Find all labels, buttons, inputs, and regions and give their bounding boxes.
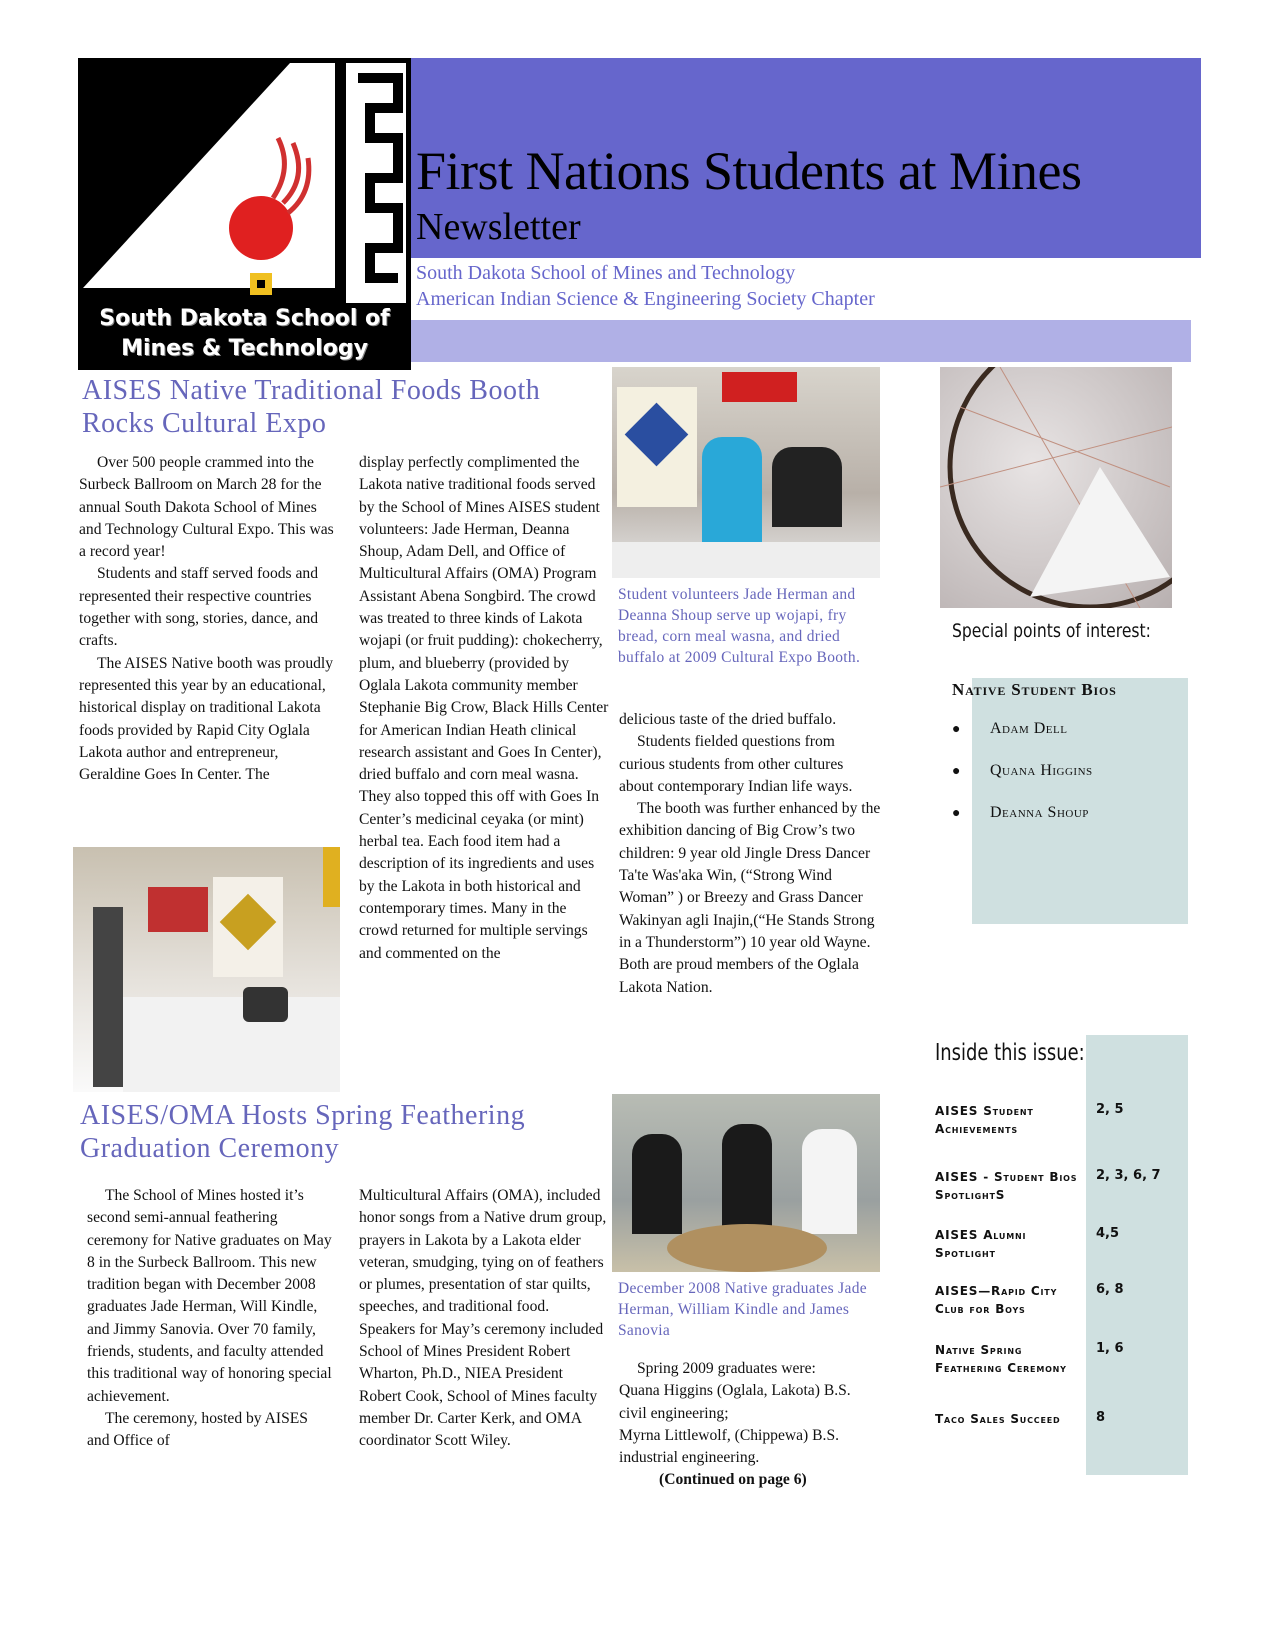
bullet-icon: ● [952,722,961,737]
bio-name: Deanna Shoup [990,804,1089,821]
bios-box [972,678,1188,924]
graduates-photo [612,1094,880,1272]
bio-name: Adam Dell [990,720,1068,737]
dreamcatcher-photo [940,367,1172,608]
article2-col3 [619,1358,881,1492]
paragraph: The booth was further enhanced by the exhibition dancing of Big Crow’s two children: 9 year old Jingle Dress Dancer Ta'te Was'aka Win, (“Strong Wind Woman” ) or Breezy and Grass Dancer Wakinyan agli Inajin,(“He Stands Strong in a Thunderstorm”) 10 year old Wayne. Both are proud members of the Oglala Lakota Nation. [619,800,881,996]
toc-item[interactable]: Taco Sales Succeed [935,1412,1061,1426]
toc-pages: 4,5 [1096,1226,1120,1241]
paragraph: The School of Mines hosted it’s second semi-annual feathering ceremony for Native graduates on May 8 in the Surbeck Ballroom. This new tradition began with December 2008 graduates Jade Herman, Will Kindle, and Jimmy Sanovia. Over 70 family, friends, students, and faculty attended this traditional way of honoring special achievement. [87,1187,332,1405]
paragraph: Over 500 people crammed into the Surbeck Ballroom on March 28 for the annual South Dakota School of Mines and Technology Cultural Expo. This was a record year! [79,454,334,561]
toc-item[interactable]: AISES - Student Bios SpotlightS [935,1170,1078,1202]
article1-col1 [79,452,334,786]
bio-item[interactable] [952,804,1089,822]
bullet-icon: ● [952,764,961,779]
paragraph: Quana Higgins (Oglala, Lakota) B.S. civil engineering; [619,1382,851,1422]
toc-pages: 6, 8 [1096,1282,1124,1297]
paragraph: delicious taste of the dried buffalo. [619,711,837,728]
toc-pages: 2, 5 [1096,1102,1124,1117]
dreamcatcher-icon [940,367,1172,608]
bio-item[interactable] [952,720,1067,738]
aises-emblem-icon [78,58,411,318]
article1-col2 [359,452,609,965]
toc-title: Inside this issue: [935,1040,1085,1066]
paragraph: Students fielded questions from curious students from other cultures about contemporary Indian life ways. [619,733,853,795]
expo-display-photo [73,847,340,1092]
bio-name: Quana Higgins [990,762,1093,779]
photo-caption-2: December 2008 Native graduates Jade Herman, William Kindle and James Sanovia [618,1280,867,1339]
article2-col1 [87,1185,332,1453]
paragraph: Myrna Littlewolf, (Chippewa) B.S. industrial engineering. [619,1426,840,1467]
article2-headline: AISES/OMA Hosts Spring Feathering Graduation Ceremony [80,1100,526,1164]
article1-col3 [619,709,881,999]
paragraph: Spring 2009 graduates were: [637,1360,816,1377]
paragraph: The ceremony, hosted by AISES and Office of [87,1409,308,1450]
sub-band [411,320,1191,362]
logo-text: South Dakota School of Mines & Technology [99,306,390,361]
org-line-1: South Dakota School of Mines and Technology [416,262,796,284]
special-points-title: Special points of interest: [952,620,1151,642]
paragraph: The AISES Native booth was proudly represented this year by an educational, historical display on traditional Lakota foods provided by Rapid City Oglala Lakota author and entrepreneur, Geraldine Goes In Center. The [79,654,334,784]
photo-caption-1: Student volunteers Jade Herman and Deanna Shoup serve up wojapi, fry bread, corn meal wasna, and dried buffalo at 2009 Cultural Expo Booth. [618,586,861,666]
toc-pages: 8 [1096,1410,1106,1425]
newsletter-title: First Nations Students at Mines [416,141,1082,201]
paragraph: Multicultural Affairs (OMA), included honor songs from a Native drum group, prayers in Lakota by a Lakota elder veteran, smudging, tying on of feathers or plumes, presentation of star quilts, speeches, and traditional food. Speakers for May’s ceremony included School of Mines President Robert Wharton, Ph.D., NIEA President Robert Cook, School of Mines faculty member Dr. Carter Kerk, and OMA coordinator Scott Wiley. [359,1187,607,1450]
toc-pages: 1, 6 [1096,1341,1124,1356]
toc-item[interactable]: Native Spring Feathering Ceremony [935,1343,1067,1375]
bios-title: Native Student Bios [952,680,1117,699]
article2-col2 [359,1185,609,1453]
toc-item[interactable]: AISES Alumni Spotlight [935,1228,1027,1260]
continued-note[interactable]: (Continued on page 6) [659,1471,807,1489]
newsletter-subtitle: Newsletter [416,206,581,248]
org-line-2: American Indian Science & Engineering Society Chapter [416,288,875,310]
toc-pages: 2, 3, 6, 7 [1096,1168,1161,1183]
toc-item[interactable]: AISES—Rapid City Club for Boys [935,1284,1058,1316]
article1-headline: AISES Native Traditional Foods Booth Rocks Cultural Expo [82,375,541,439]
booth-volunteers-photo [612,367,880,578]
bio-item[interactable] [952,762,1093,780]
toc-item[interactable]: AISES Student Achievements [935,1104,1034,1136]
paragraph: Students and staff served foods and represented their respective countries together with song, stories, dance, and crafts. [79,565,319,650]
bullet-icon: ● [952,806,961,821]
paragraph: display perfectly complimented the Lakota native traditional foods served by the School of Mines AISES student volunteers: Jade Herman, Deanna Shoup, Adam Dell, and Office of Multicultural Affairs (OMA) Program Assistant Abena Songbird. The crowd was treated to three kinds of Lakota wojapi (or fruit pudding): chokecherry, plum, and blueberry (provided by Oglala Lakota community member Stephanie Big Crow, Black Hills Center for American Indian Heath clinical research assistant and Goes In Center), dried buffalo and corn meal wasna. They also topped this off with Goes In Center’s medicinal ceyaka (or mint) herbal tea. Each food item had a description of its ingredients and uses by the Lakota in both historical and contemporary times. Many in the crowd returned for multiple servings and commented on the [359,454,609,962]
aises-logo [78,58,411,370]
toc-pages-column [1086,1035,1188,1475]
